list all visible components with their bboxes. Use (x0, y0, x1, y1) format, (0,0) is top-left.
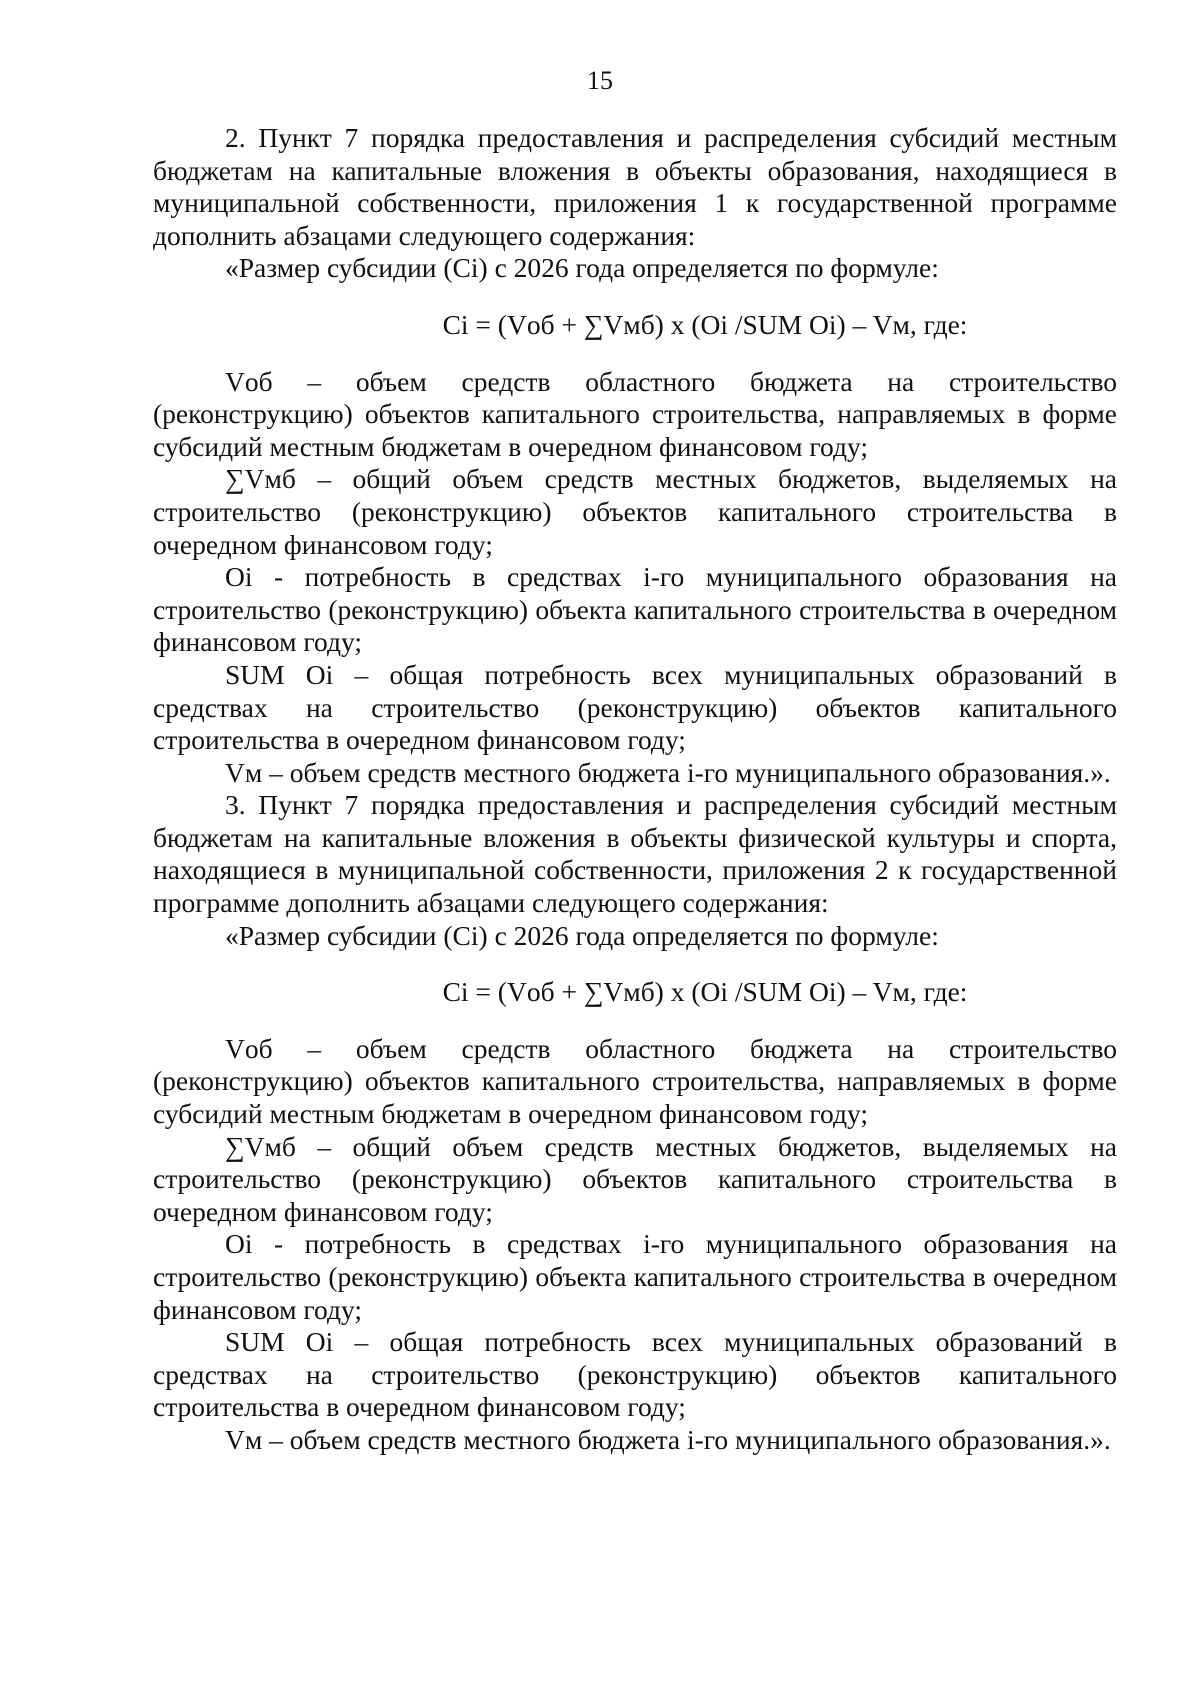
section-2-def-vob: Vоб – объем средств областного бюджета на строительство (реконструкцию) объектов капитального строительства, направляемых в форме субсидий местным бюджетам в очередном финансовом году; (153, 365, 1117, 462)
section-2-formula: Ci = (Vоб + ∑Vмб) x (Oi /SUM Oi) – Vм, где: (442, 308, 968, 340)
section-3-def-sum-oi: SUM Oi – общая потребность всех муниципальных образований в средствах на строительство (реконструкцию) объектов капитального строительства в очередном финансовом году; (153, 1326, 1117, 1423)
section-3-def-sum-vmb: ∑Vмб – общий объем средств местных бюджетов, выделяемых на строительство (реконструкцию) объектов капитального строительства в очередном финансовом году; (153, 1130, 1117, 1227)
section-2-def-oi: Oi - потребность в средствах i-го муниципального образования на строительство (реконструкцию) объекта капитального строительства в очередном финансовом году; (153, 561, 1117, 658)
section-3-def-vob: Vоб – объем средств областного бюджета на строительство (реконструкцию) объектов капитального строительства, направляемых в форме субсидий местным бюджетам в очередном финансовом году; (153, 1032, 1117, 1130)
section-3-formula-lead: «Размер субсидии (Ci) с 2026 года определяется по формуле: (225, 919, 939, 951)
section-3-formula: Ci = (Vоб + ∑Vмб) x (Oi /SUM Oi) – Vм, где: (442, 976, 968, 1008)
section-2-intro: 2. Пункт 7 порядка предоставления и распределения субсидий местным бюджетам на капитальные вложения в объекты образования, находящиеся в муниципальной собственности, приложения 1 к государственной программе дополнить абзацами следующего содержания: (153, 122, 1117, 251)
page-number: 15 (587, 66, 613, 95)
section-3-def-oi: Oi - потребность в средствах i-го муниципального образования на строительство (реконструкцию) объекта капитального строительства в очередном финансовом году; (153, 1228, 1117, 1325)
section-2-def-vm: Vм – объем средств местного бюджета i-го муниципального образования.». (225, 756, 1111, 788)
section-3-def-vm: Vм – объем средств местного бюджета i-го муниципального образования.». (225, 1423, 1111, 1455)
section-3-intro: 3. Пункт 7 порядка предоставления и распределения субсидий местным бюджетам на капитальные вложения в объекты физической культуры и спорта, находящиеся в муниципальной собственности, приложения 2 к государственной программе дополнить абзацами следующего содержания: (153, 789, 1117, 919)
section-2-def-sum-oi: SUM Oi – общая потребность всех муниципальных образований в средствах на строительство (реконструкцию) объектов капитального строительства в очередном финансовом году; (153, 658, 1117, 756)
document-body (153, 122, 1117, 1457)
section-2-formula-lead: «Размер субсидии (Ci) с 2026 года определяется по формуле: (225, 252, 939, 284)
section-2-def-sum-vmb: ∑Vмб – общий объем средств местных бюджетов, выделяемых на строительство (реконструкцию) объектов капитального строительства в очередном финансовом году; (153, 463, 1117, 560)
